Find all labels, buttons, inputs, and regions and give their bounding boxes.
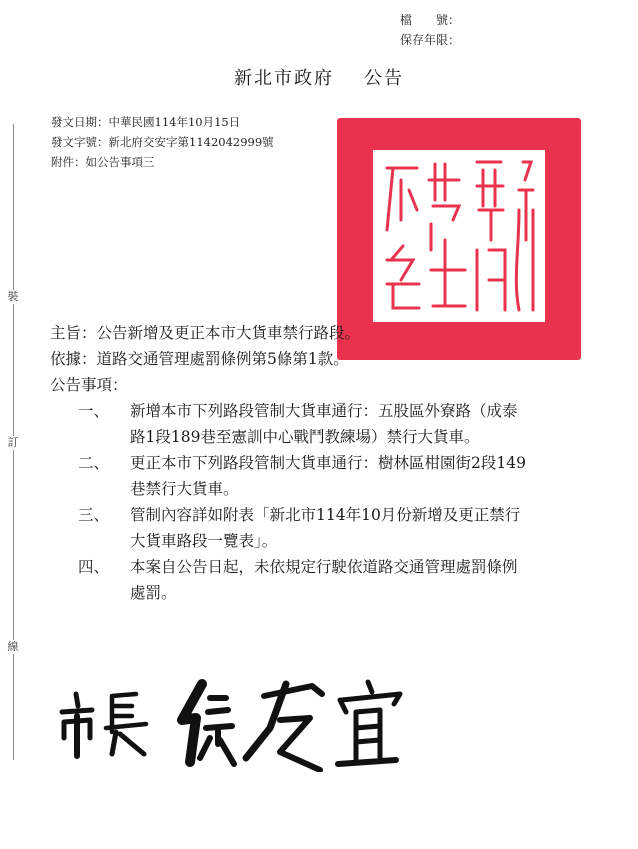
- item-number: 一、: [78, 402, 110, 420]
- item-line: 大貨車路段一覽表」。: [130, 532, 278, 550]
- binding-char-zhuang: 裝: [7, 290, 19, 303]
- item-number: 四、: [78, 558, 110, 576]
- item-number: 二、: [78, 454, 110, 472]
- file-number-label: 檔 號：: [400, 13, 461, 27]
- basis: 依據：道路交通管理處罰條例第5條第1款。: [50, 350, 349, 368]
- item-line: 處罰。: [130, 584, 177, 602]
- item-number: 三、: [78, 506, 110, 524]
- announcement-body: [50, 320, 578, 606]
- item-line: 路1段189巷至憲訓中心戰鬥教練場）禁行大貨車。: [130, 428, 480, 446]
- seal-inner: [373, 150, 545, 322]
- issuer: 新北市政府: [234, 68, 334, 89]
- mayor-signature: [50, 672, 410, 772]
- announcement-item-4: [50, 554, 578, 606]
- issue-date: 發文日期：中華民國114年10月15日: [51, 115, 241, 129]
- announcement-item-1: [50, 398, 578, 450]
- announcement-item-2: [50, 450, 578, 502]
- seal-glyph-icon: [373, 150, 545, 322]
- binding-char-ding: 訂: [7, 436, 19, 449]
- item-line: 新增本市下列路段管制大貨車通行：五股區外寮路（成泰: [130, 402, 518, 420]
- item-line: 本案自公告日起，未依規定行駛依道路交通管理處罰條例: [130, 558, 518, 576]
- item-line: 更正本市下列路段管制大貨車通行：樹林區柑園街2段149: [130, 454, 526, 472]
- document-title: [0, 64, 638, 90]
- subject: 主旨：公告新增及更正本市大貨車禁行路段。: [50, 324, 361, 342]
- doc-type: 公告: [364, 68, 404, 89]
- doc-number: 發文字號：新北府交安字第1142042999號: [51, 135, 274, 149]
- document-meta: [51, 112, 274, 172]
- attachment: 附件：如公告事項三: [51, 155, 155, 169]
- items-heading: 公告事項：: [50, 376, 128, 394]
- announcement-item-3: [50, 502, 578, 554]
- retention-label: 保存年限：: [400, 33, 461, 47]
- item-line: 管制內容詳如附表「新北市114年10月份新增及更正禁行: [130, 506, 521, 524]
- binding-char-xian: 線: [7, 640, 19, 653]
- archive-info: [400, 10, 460, 50]
- calligraphy-signature-icon: [50, 672, 410, 772]
- item-line: 巷禁行大貨車。: [130, 480, 239, 498]
